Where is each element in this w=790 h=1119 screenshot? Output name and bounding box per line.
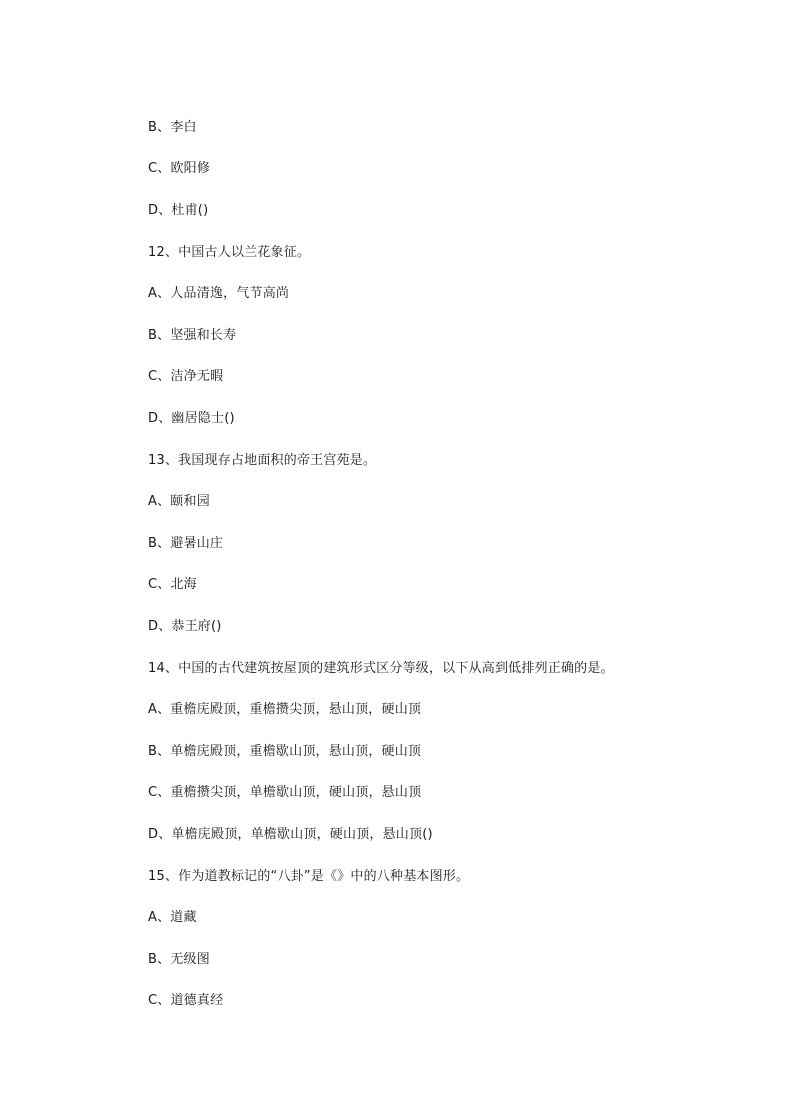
option-d-q12: D、幽居隐士() xyxy=(148,411,235,426)
option-a-q14: A、重檐庑殿顶，重檐攒尖顶，悬山顶，硬山顶 xyxy=(148,702,422,717)
option-d-q13: D、恭王府() xyxy=(148,619,222,634)
question-13: 13、我国现存占地面积的帝王宫苑是。 xyxy=(148,453,377,468)
option-a-q15: A、道藏 xyxy=(148,910,197,925)
option-b-q11: B、李白 xyxy=(148,120,197,135)
question-15: 15、作为道教标记的“八卦”是《》中的八种基本图形。 xyxy=(148,869,470,884)
option-b-q15: B、无级图 xyxy=(148,952,210,967)
option-c-q14: C、重檐攒尖顶，单檐歇山顶，硬山顶，悬山顶 xyxy=(148,785,422,800)
option-d-q14: D、单檐庑殿顶，单檐歇山顶，硬山顶，悬山顶() xyxy=(148,827,433,842)
option-a-q13: A、颐和园 xyxy=(148,494,210,509)
question-12: 12、中国古人以兰花象征。 xyxy=(148,245,311,260)
option-d-q11: D、杜甫() xyxy=(148,203,209,218)
question-14: 14、中国的古代建筑按屋顶的建筑形式区分等级，以下从高到低排列正确的是。 xyxy=(148,661,614,676)
option-a-q12: A、人品清逸，气节高尚 xyxy=(148,286,290,301)
option-c-q11: C、欧阳修 xyxy=(148,161,211,176)
option-b-q12: B、坚强和长寿 xyxy=(148,328,237,343)
option-c-q15: C、道德真经 xyxy=(148,993,224,1008)
option-b-q13: B、避暑山庄 xyxy=(148,536,224,551)
option-b-q14: B、单檐庑殿顶，重檐歇山顶，悬山顶，硬山顶 xyxy=(148,744,422,759)
option-c-q12: C、洁净无暇 xyxy=(148,369,224,384)
option-c-q13: C、北海 xyxy=(148,577,197,592)
